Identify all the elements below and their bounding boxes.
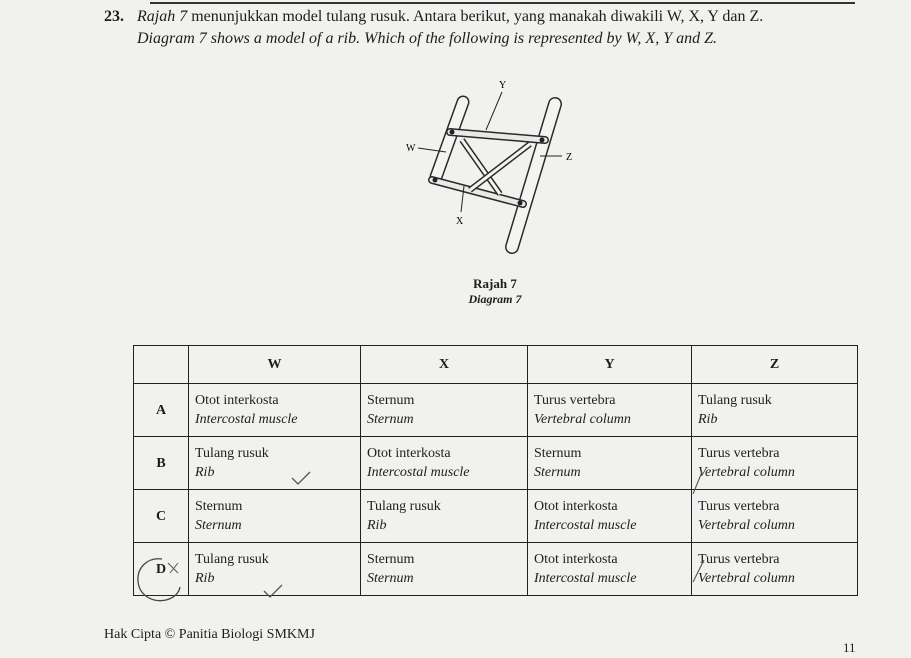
vertebral-column-stick	[436, 102, 463, 177]
cell-z	[692, 543, 858, 596]
cell-malay: Tulang rusuk	[698, 393, 772, 408]
option-label[interactable]: A	[134, 384, 189, 437]
label-y: Y	[499, 80, 507, 91]
cell-english: Intercostal muscle	[534, 518, 637, 533]
table-header-row	[134, 346, 858, 384]
answer-table	[133, 345, 858, 596]
header-x: X	[361, 346, 528, 384]
cell-y	[528, 437, 692, 490]
label-z: Z	[566, 152, 573, 163]
cell-malay: Turus vertebra	[698, 552, 780, 567]
question-text-malay-ref: Rajah 7	[137, 8, 188, 25]
cell-english: Vertebral column	[534, 412, 631, 427]
top-rule	[150, 2, 855, 4]
question-number: 23.	[104, 8, 124, 25]
cell-z	[692, 384, 858, 437]
cell-malay: Turus vertebra	[698, 446, 780, 461]
cell-malay: Turus vertebra	[698, 499, 780, 514]
option-label[interactable]: C	[134, 490, 189, 543]
question-text-malay-body: menunjukkan model tulang rusuk. Antara berikut, yang manakah diwakili W, X, Y dan Z.	[187, 8, 764, 25]
cell-english: Vertebral column	[698, 518, 795, 533]
cell-x	[361, 490, 528, 543]
option-label[interactable]: D	[134, 543, 189, 596]
cell-english: Intercostal muscle	[534, 571, 637, 586]
answer-row-d[interactable]	[134, 543, 858, 596]
label-w: W	[406, 143, 416, 154]
cell-malay: Sternum	[534, 446, 582, 461]
cell-w	[189, 437, 361, 490]
cell-english: Vertebral column	[698, 465, 795, 480]
cell-english: Intercostal muscle	[367, 465, 470, 480]
cell-malay: Sternum	[367, 393, 415, 408]
page-number: 11	[843, 640, 856, 655]
cell-english: Sternum	[195, 518, 242, 533]
cell-malay: Sternum	[195, 499, 243, 514]
copyright-footer: Hak Cipta © Panitia Biologi SMKMJ	[104, 627, 315, 642]
cell-malay: Tulang rusuk	[195, 446, 269, 461]
question-text-malay	[137, 8, 763, 26]
cell-w	[189, 543, 361, 596]
cell-y	[528, 543, 692, 596]
cell-malay: Sternum	[367, 552, 415, 567]
cell-english: Rib	[195, 465, 215, 480]
cell-english: Sternum	[367, 571, 414, 586]
label-y-pointer	[486, 92, 502, 130]
cell-y	[528, 384, 692, 437]
header-blank	[134, 346, 189, 384]
cell-english: Rib	[195, 571, 215, 586]
cell-english: Intercostal muscle	[195, 412, 298, 427]
sternum-stick	[512, 104, 555, 247]
cell-english: Rib	[367, 518, 387, 533]
answer-row-a[interactable]	[134, 384, 858, 437]
cell-english: Rib	[698, 412, 718, 427]
cell-english: Sternum	[534, 465, 581, 480]
cell-w	[189, 384, 361, 437]
rib-model-diagram	[400, 72, 600, 267]
cell-malay: Otot interkosta	[367, 446, 451, 461]
header-z: Z	[692, 346, 858, 384]
question-text-english: Diagram 7 shows a model of a rib. Which of the following is represented by W, X, Y and Z.	[137, 30, 717, 47]
answer-row-c[interactable]	[134, 490, 858, 543]
cell-malay: Tulang rusuk	[195, 552, 269, 567]
cell-malay: Turus vertebra	[534, 393, 616, 408]
cell-z	[692, 437, 858, 490]
cell-w	[189, 490, 361, 543]
cell-z	[692, 490, 858, 543]
cell-malay: Otot interkosta	[534, 499, 618, 514]
cell-y	[528, 490, 692, 543]
cell-malay: Tulang rusuk	[367, 499, 441, 514]
cell-english: Sternum	[367, 412, 414, 427]
answer-row-b[interactable]	[134, 437, 858, 490]
diagram-caption-malay: Rajah 7	[473, 276, 517, 291]
header-w: W	[189, 346, 361, 384]
header-y: Y	[528, 346, 692, 384]
cell-malay: Otot interkosta	[534, 552, 618, 567]
option-label[interactable]: B	[134, 437, 189, 490]
diagram-caption-english: Diagram 7	[468, 292, 522, 306]
cell-x	[361, 543, 528, 596]
cell-x	[361, 384, 528, 437]
cell-english: Vertebral column	[698, 571, 795, 586]
cell-x	[361, 437, 528, 490]
label-x: X	[456, 216, 464, 227]
cell-malay: Otot interkosta	[195, 393, 279, 408]
